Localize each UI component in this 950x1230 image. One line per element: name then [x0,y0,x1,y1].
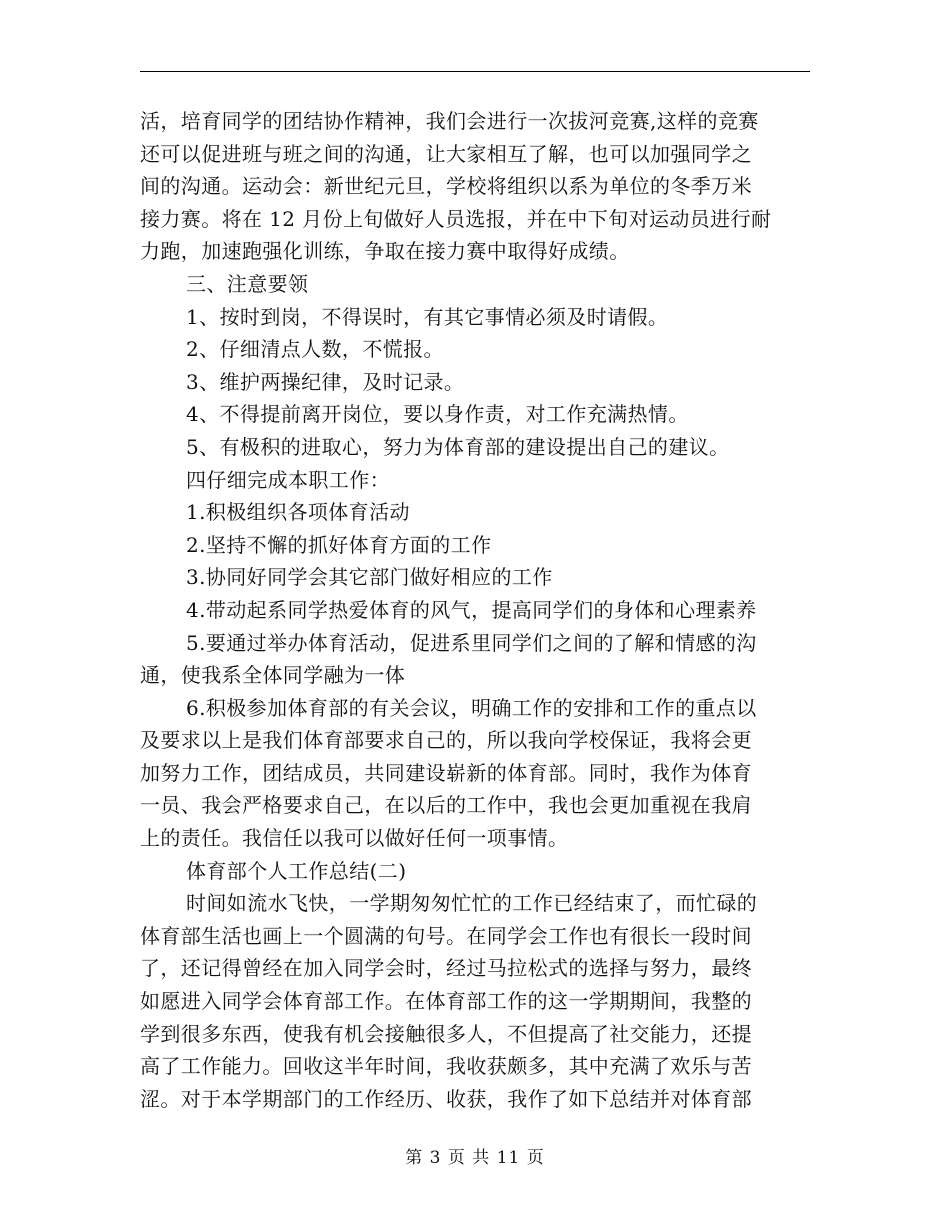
text-line: 如愿进入同学会体育部工作。在体育部工作的这一学期期间，我整的 [140,989,752,1014]
text-line: 学到很多东西，使我有机会接触很多人，不但提高了社交能力，还提 [140,1021,752,1046]
text-line: 一员、我会严格要求自己，在以后的工作中，我也会更加重视在我肩 [140,793,752,818]
text-line: 上的责任。我信任以我可以做好任何一项事情。 [140,826,569,851]
text-line: 体育部生活也画上一个圆满的句号。在同学会工作也有很长一段时间 [140,923,752,948]
text-line: 2.坚持不懈的抓好体育方面的工作 [186,532,492,557]
text-line: 1.积极组织各项体育活动 [186,500,410,525]
text-line: 接力赛。将在 12 月份上旬做好人员选报，并在中下旬对运动员进行耐 [140,206,772,231]
text-line: 时间如流水飞快，一学期匆匆忙忙的工作已经结束了，而忙碌的 [186,891,758,916]
page-number-footer: 第 3 页 共 11 页 [405,1148,545,1168]
text-line: 4.带动起系同学热爱体育的风气，提高同学们的身体和心理素养 [186,597,757,622]
text-line: 活，培育同学的团结协作精神，我们会进行一次拔河竞赛,这样的竞赛 [140,109,759,133]
text-line: 及要求以上是我们体育部要求自己的，所以我向学校保证，我将会更 [140,728,752,753]
document-body [140,105,810,1115]
text-line: 5.要通过举办体育活动，促进系里同学们之间的了解和情感的沟 [186,630,757,655]
text-line: 了，还记得曾经在加入同学会时，经过马拉松式的选择与努力，最终 [140,956,752,981]
text-line: 四仔细完成本职工作： [186,467,390,492]
text-line: 力跑，加速跑强化训练，争取在接力赛中取得好成绩。 [140,239,630,264]
text-line: 体育部个人工作总结(二) [186,858,407,883]
text-line: 2、仔细清点人数，不慌报。 [186,337,444,362]
text-line: 3、维护两操纪律，及时记录。 [186,369,465,394]
text-line: 通，使我系全体同学融为一体 [140,663,406,688]
text-line: 3.协同好同学会其它部门做好相应的工作 [186,565,553,590]
text-line: 5、有极积的进取心，努力为体育部的建设提出自己的建议。 [186,434,730,459]
text-line: 加努力工作，团结成员，共同建设崭新的体育部。同时，我作为体育 [140,760,752,785]
text-line: 1、按时到岗，不得误时，有其它事情必须及时请假。 [186,304,669,329]
text-line: 间的沟通。运动会：新世纪元旦，学校将组织以系为单位的冬季万米 [140,174,752,199]
header-rule [140,71,810,72]
text-line: 4、不得提前离开岗位，要以身作责，对工作充满热情。 [186,402,689,427]
text-line: 还可以促进班与班之间的沟通，让大家相互了解，也可以加强同学之 [140,141,752,166]
text-line: 高了工作能力。回收这半年时间，我收获颇多，其中充满了欢乐与苦 [140,1054,752,1079]
text-line: 三、注意要领 [186,271,309,296]
text-line: 6.积极参加体育部的有关会议，明确工作的安排和工作的重点以 [186,695,757,720]
text-line: 涩。对于本学期部门的工作经历、收获，我作了如下总结并对体育部 [140,1086,752,1111]
